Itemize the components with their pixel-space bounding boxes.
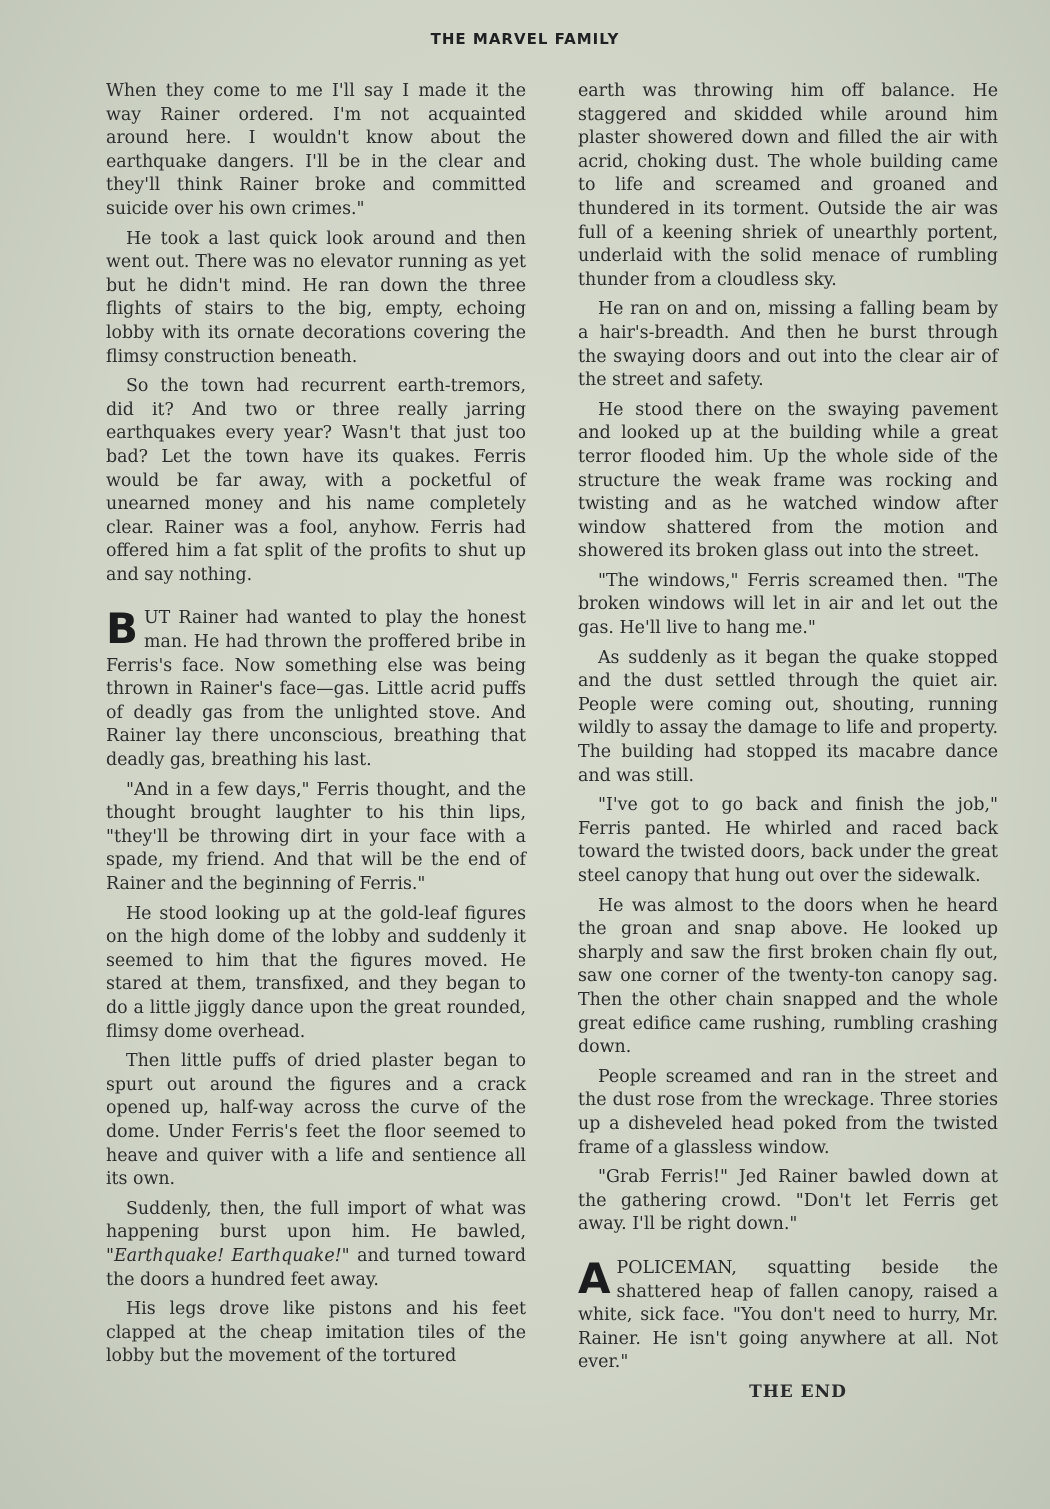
paragraph: Then little puffs of dried plaster began to spurt out around the figures and a crack opened up, half-way across the curve of the dome. Under Ferris's feet the floor seemed to heave and quiver with a life and sentience all its own. [106,1051,526,1190]
page-header: THE MARVEL FAMILY [430,30,620,48]
paragraph: His legs drove like pistons and his feet clapped at the cheap imitation tiles of the lobby but the movement of the tortured [106,1299,526,1367]
paragraph: "And in a few days," Ferris thought, and the thought brought laughter to his thin lips, "they'll be throwing dirt in your face with a spade, my friend. And that will be the end of Rainer and the beginning of Ferris." [106,779,526,894]
section-break [578,1243,998,1257]
section-break [106,593,526,607]
paragraph [106,1198,526,1292]
paragraph: He ran on and on, missing a falling beam by a hair's-breadth. And then he burst through the swaying doors and out into the clear air of the street and safety. [578,299,998,391]
the-end-label: THE END [749,1381,847,1402]
paragraph [106,604,526,772]
paragraph: earth was throwing him off balance. He staggered and skidded while around him plaster showered down and filled the air with acrid, choking dust. The whole building came to life and screamed and groaned and thundered in its torment. Outside the air was full of a keening shriek of unearthly portent, underlaid with the solid menace of rumbling thunder from a cloudless sky. [578,81,998,290]
paragraph: People screamed and ran in the street and the dust rose from the wreckage. Three stories up a disheveled head poked from the twisted frame of a glassless window. [578,1066,998,1158]
paragraph: When they come to me I'll say I made it the way Rainer ordered. I'm not acquainted around here. I wouldn't know about the earthquake dangers. I'll be in the clear and they'll think Rainer broke and committed suicide over his own crimes." [106,81,526,219]
paragraph-text: POLICEMAN, squatting beside the shattered heap of fallen canopy, raised a white, sick face. "You don't need to hurry, Mr. Rainer. He isn't going anywhere at all. Not ever." [578,1257,998,1373]
paragraph: As suddenly as it began the quake stopped and the dust settled through the quiet air. People were coming out, shouting, running wildly to assay the damage to life and property. The building had stopped its macabre dance and was still. [578,647,998,786]
paragraph: He was almost to the doors when he heard the groan and snap above. He looked up sharply and saw the first broken chain fly out, saw one corner of the twenty-ton canopy sag. Then the other chain snapped and the whole great edifice came rushing, rumbling crashing down. [578,895,998,1058]
drop-cap: B [106,604,139,654]
paragraph: So the town had recurrent earth-tremors, did it? And two or three really jarring earthquakes every year? Wasn't that just too bad? Let the town have its quakes. Ferris would be far away, with a pocketful of unearned money and his name completely clear. Rainer was a fool, anyhow. Ferris had offered him a fat split of the profits to shut up and say nothing. [106,376,526,585]
paragraph: "Grab Ferris!" Jed Rainer bawled down at the gathering crowd. "Don't let Ferris get away. I'll be right down." [578,1167,998,1235]
paragraph-text: UT Rainer had wanted to play the honest man. He had thrown the proffered bribe in Ferris's face. Now something else was being thrown in Rainer's face—gas. Little acrid puffs of deadly gas from the unlighted stove. And Rainer lay there unconscious, breathing that deadly gas, breathing his last. [106,608,526,771]
paragraph: He took a last quick look around and then went out. There was no elevator running as yet but he didn't mind. He ran down the three flights of stairs to the big, empty, echoing lobby with its ornate decorations covering the flimsy construction beneath. [106,228,526,367]
paragraph-text: and turned toward the doors a hundred feet away. [106,1245,526,1290]
paragraph: He stood looking up at the gold-leaf figures on the high dome of the lobby and suddenly it seemed to him that the figures moved. He stared at them, transfixed, and they began to do a little jiggly dance upon the great rounded, flimsy dome overhead. [106,903,526,1042]
paragraph: "I've got to go back and finish the job," Ferris panted. He whirled and raced back toward the twisted doors, back under the great steel canopy that hung out over the sidewalk. [578,795,998,886]
paragraph: "The windows," Ferris screamed then. "The broken windows will let in air and let out the gas. He'll live to hang me." [578,570,998,639]
left-column [106,80,526,1375]
paragraph [578,1253,998,1375]
drop-cap: A [578,1253,611,1303]
right-column [578,80,998,1410]
paragraph-text: Suddenly, then, the full import of what was happening burst upon him. He bawled, [106,1198,526,1243]
paragraph: He stood there on the swaying pavement and looked up at the building while a great terror flooded him. Up the whole side of the structure the weak frame was rocking and twisting and as he watched window after window shattered from the motion and showered its broken glass out into the street. [578,399,998,562]
italic-exclamation: "Earthquake! Earthquake!" [106,1245,350,1266]
